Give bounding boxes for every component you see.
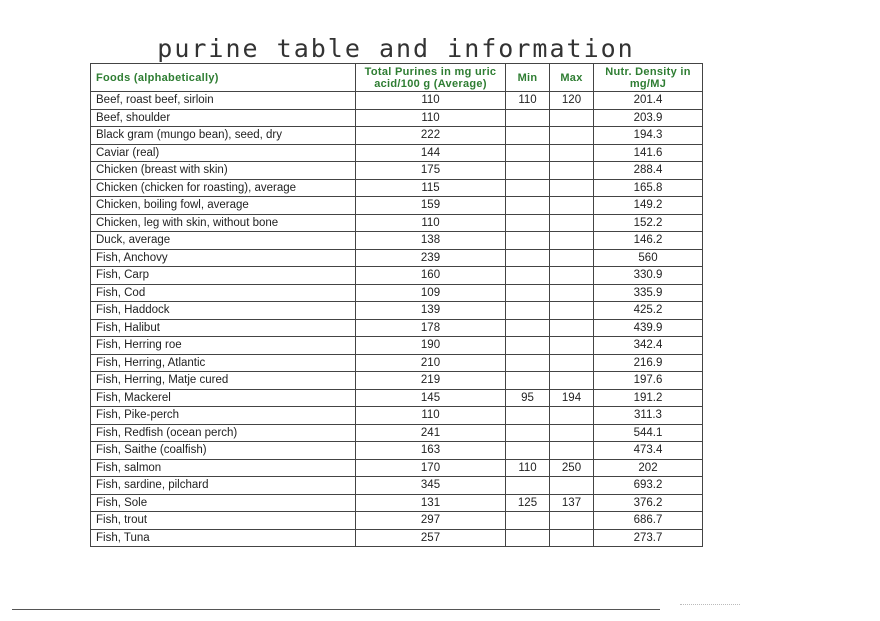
cell-density: 149.2 [594, 197, 703, 215]
cell-density: 201.4 [594, 92, 703, 110]
cell-purines: 144 [356, 144, 506, 162]
cell-food: Chicken, boiling fowl, average [91, 197, 356, 215]
cell-food: Fish, sardine, pilchard [91, 477, 356, 495]
cell-density: 288.4 [594, 162, 703, 180]
cell-density: 473.4 [594, 442, 703, 460]
table-row [91, 214, 703, 232]
cell-density: 425.2 [594, 302, 703, 320]
cell-min [506, 337, 550, 355]
cell-min [506, 232, 550, 250]
cell-min [506, 319, 550, 337]
cell-density: 197.6 [594, 372, 703, 390]
page-title: purine table and information [157, 34, 635, 63]
table-row [91, 284, 703, 302]
table-row [91, 337, 703, 355]
table-row [91, 267, 703, 285]
cell-max [550, 442, 594, 460]
cell-max [550, 162, 594, 180]
cell-max [550, 214, 594, 232]
cell-food: Beef, roast beef, sirloin [91, 92, 356, 110]
cell-min [506, 284, 550, 302]
cell-max [550, 319, 594, 337]
cell-min [506, 477, 550, 495]
cell-max [550, 424, 594, 442]
cell-food: Chicken (breast with skin) [91, 162, 356, 180]
cell-purines: 110 [356, 92, 506, 110]
cell-min: 95 [506, 389, 550, 407]
cell-purines: 109 [356, 284, 506, 302]
cell-food: Fish, Mackerel [91, 389, 356, 407]
cell-max [550, 477, 594, 495]
cell-max [550, 302, 594, 320]
table-row [91, 232, 703, 250]
cell-min [506, 267, 550, 285]
cell-purines: 222 [356, 127, 506, 145]
cell-purines: 139 [356, 302, 506, 320]
table-row [91, 354, 703, 372]
cell-food: Fish, salmon [91, 459, 356, 477]
table-row [91, 477, 703, 495]
cell-food: Fish, Carp [91, 267, 356, 285]
cell-food: Fish, Sole [91, 494, 356, 512]
cell-purines: 170 [356, 459, 506, 477]
cell-max: 120 [550, 92, 594, 110]
cell-purines: 190 [356, 337, 506, 355]
cell-min [506, 109, 550, 127]
cell-max [550, 267, 594, 285]
table-row [91, 127, 703, 145]
cell-max: 194 [550, 389, 594, 407]
cell-max [550, 179, 594, 197]
cell-density: 311.3 [594, 407, 703, 425]
cell-food: Duck, average [91, 232, 356, 250]
cell-min [506, 127, 550, 145]
table-row [91, 372, 703, 390]
column-header-min: Min [506, 64, 550, 92]
table-row [91, 319, 703, 337]
cell-purines: 110 [356, 407, 506, 425]
cell-food: Fish, Redfish (ocean perch) [91, 424, 356, 442]
cell-food: Caviar (real) [91, 144, 356, 162]
cell-density: 544.1 [594, 424, 703, 442]
table-row [91, 407, 703, 425]
cell-density: 273.7 [594, 529, 703, 547]
cell-purines: 241 [356, 424, 506, 442]
cell-food: Fish, Herring, Atlantic [91, 354, 356, 372]
cell-food: Beef, shoulder [91, 109, 356, 127]
cell-min [506, 179, 550, 197]
cell-min [506, 407, 550, 425]
cell-purines: 175 [356, 162, 506, 180]
cell-max [550, 197, 594, 215]
table-body [91, 92, 703, 547]
cell-density: 165.8 [594, 179, 703, 197]
cell-min [506, 302, 550, 320]
cell-food: Chicken (chicken for roasting), average [91, 179, 356, 197]
cell-purines: 131 [356, 494, 506, 512]
cell-max [550, 512, 594, 530]
cell-min [506, 197, 550, 215]
table-row [91, 512, 703, 530]
cell-density: 194.3 [594, 127, 703, 145]
cell-min [506, 162, 550, 180]
cell-max: 250 [550, 459, 594, 477]
table-row [91, 249, 703, 267]
cell-purines: 257 [356, 529, 506, 547]
cell-max [550, 372, 594, 390]
cell-min [506, 214, 550, 232]
cell-food: Fish, trout [91, 512, 356, 530]
cell-density: 335.9 [594, 284, 703, 302]
table-row [91, 302, 703, 320]
cell-min: 110 [506, 459, 550, 477]
cell-food: Fish, Haddock [91, 302, 356, 320]
cell-density: 330.9 [594, 267, 703, 285]
cell-min [506, 512, 550, 530]
cell-density: 216.9 [594, 354, 703, 372]
cell-food: Fish, Cod [91, 284, 356, 302]
table-row [91, 109, 703, 127]
cell-density: 342.4 [594, 337, 703, 355]
cell-purines: 239 [356, 249, 506, 267]
table-row [91, 459, 703, 477]
cell-purines: 210 [356, 354, 506, 372]
cell-food: Black gram (mungo bean), seed, dry [91, 127, 356, 145]
cell-purines: 345 [356, 477, 506, 495]
cell-food: Fish, Tuna [91, 529, 356, 547]
table-row [91, 442, 703, 460]
cell-purines: 145 [356, 389, 506, 407]
column-header-food: Foods (alphabetically) [91, 64, 356, 92]
cell-food: Chicken, leg with skin, without bone [91, 214, 356, 232]
table-row [91, 389, 703, 407]
footer-mark [680, 604, 740, 608]
table-row [91, 529, 703, 547]
cell-purines: 138 [356, 232, 506, 250]
cell-min: 125 [506, 494, 550, 512]
cell-purines: 160 [356, 267, 506, 285]
cell-density: 152.2 [594, 214, 703, 232]
cell-food: Fish, Pike-perch [91, 407, 356, 425]
cell-max: 137 [550, 494, 594, 512]
cell-food: Fish, Saithe (coalfish) [91, 442, 356, 460]
cell-density: 141.6 [594, 144, 703, 162]
cell-density: 146.2 [594, 232, 703, 250]
cell-purines: 297 [356, 512, 506, 530]
cell-density: 191.2 [594, 389, 703, 407]
cell-purines: 110 [356, 214, 506, 232]
column-header-purines: Total Purines in mg uric acid/100 g (Average) [356, 64, 506, 92]
cell-purines: 115 [356, 179, 506, 197]
cell-purines: 110 [356, 109, 506, 127]
cell-density: 202 [594, 459, 703, 477]
cell-density: 376.2 [594, 494, 703, 512]
table-row [91, 424, 703, 442]
cell-purines: 219 [356, 372, 506, 390]
cell-max [550, 337, 594, 355]
cell-density: 686.7 [594, 512, 703, 530]
column-header-density: Nutr. Density in mg/MJ [594, 64, 703, 92]
cell-density: 560 [594, 249, 703, 267]
cell-min [506, 249, 550, 267]
table-row [91, 144, 703, 162]
table-row [91, 494, 703, 512]
cell-min [506, 372, 550, 390]
table-row [91, 197, 703, 215]
cell-purines: 163 [356, 442, 506, 460]
cell-density: 203.9 [594, 109, 703, 127]
cell-max [550, 232, 594, 250]
table-row [91, 179, 703, 197]
table-row [91, 92, 703, 110]
cell-min [506, 354, 550, 372]
purine-table [90, 63, 703, 547]
cell-food: Fish, Anchovy [91, 249, 356, 267]
cell-max [550, 284, 594, 302]
cell-purines: 159 [356, 197, 506, 215]
cell-max [550, 249, 594, 267]
cell-max [550, 354, 594, 372]
cell-max [550, 127, 594, 145]
footer-divider [12, 609, 660, 610]
cell-min [506, 424, 550, 442]
table-header-row [91, 64, 703, 92]
cell-min [506, 442, 550, 460]
cell-min: 110 [506, 92, 550, 110]
table-row [91, 162, 703, 180]
cell-max [550, 529, 594, 547]
cell-food: Fish, Herring roe [91, 337, 356, 355]
cell-min [506, 144, 550, 162]
cell-density: 439.9 [594, 319, 703, 337]
cell-food: Fish, Halibut [91, 319, 356, 337]
cell-max [550, 144, 594, 162]
cell-purines: 178 [356, 319, 506, 337]
cell-density: 693.2 [594, 477, 703, 495]
cell-max [550, 407, 594, 425]
cell-max [550, 109, 594, 127]
cell-food: Fish, Herring, Matje cured [91, 372, 356, 390]
cell-min [506, 529, 550, 547]
column-header-max: Max [550, 64, 594, 92]
